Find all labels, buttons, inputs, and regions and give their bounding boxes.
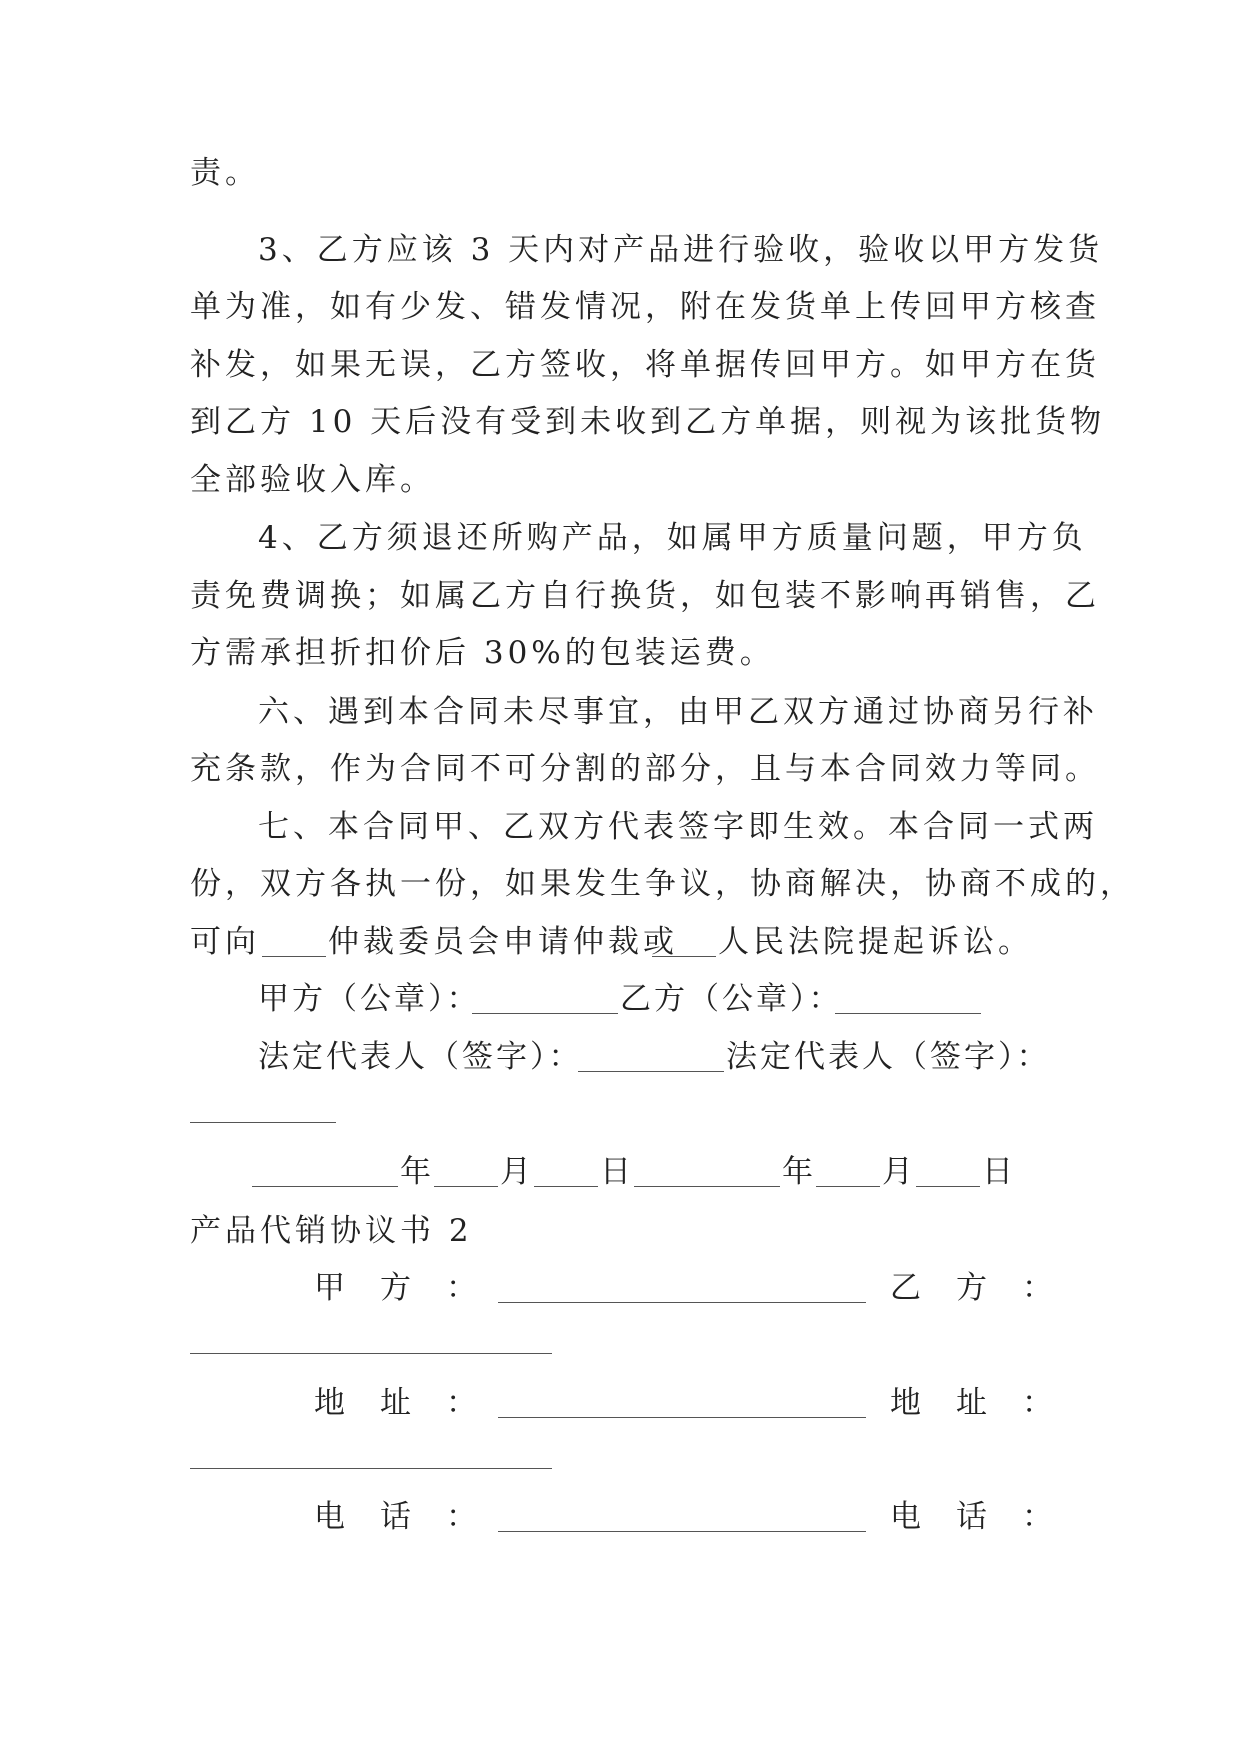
- rep-a-blank: [578, 1035, 724, 1072]
- arbitration-text-2: 仲裁委员会申请仲裁或: [328, 924, 678, 960]
- date-b-year-blank: [634, 1150, 780, 1187]
- seal-line: [190, 979, 1050, 1019]
- party-b-blank: [190, 1353, 552, 1354]
- arbitration-blank-1: [262, 920, 326, 957]
- date-b-month: 月: [882, 1154, 913, 1190]
- date-a-month-blank: [434, 1150, 498, 1187]
- form-address-row: [190, 1383, 1055, 1423]
- arbitration-line: [190, 922, 1050, 962]
- date-a-day-blank: [534, 1150, 598, 1187]
- clause-6-line-1: 六、遇到本合同未尽事宜，由甲乙双方通过协商另行补: [258, 694, 1098, 730]
- arbitration-text-1: 可向: [190, 924, 260, 960]
- date-a-year: 年: [400, 1154, 431, 1190]
- clause-6-line-2: 充条款，作为合同不可分割的部分，且与本合同效力等同。: [190, 751, 1100, 787]
- date-a-day: 日: [600, 1154, 631, 1190]
- clause-3-line-4: 到乙方 10 天后没有受到未收到乙方单据，则视为该批货物: [190, 404, 1106, 440]
- date-a-year-blank: [252, 1150, 398, 1187]
- phone-b-label: 电 话 ：: [890, 1499, 1055, 1535]
- clause-3-line-1: 3、乙方应该 3 天内对产品进行验收，验收以甲方发货: [258, 232, 1104, 268]
- clause-3-line-5: 全部验收入库。: [190, 462, 435, 498]
- arbitration-text-3: 人民法院提起诉讼。: [718, 924, 1033, 960]
- form-phone-row: [190, 1497, 1055, 1537]
- party-b-label: 乙 方 ：: [890, 1270, 1055, 1306]
- date-b-year: 年: [782, 1154, 813, 1190]
- phone-a-label: 电 话 ：: [314, 1499, 479, 1535]
- party-a-seal-label: 甲方（公章）：: [258, 981, 481, 1017]
- address-b-label: 地 址 ：: [890, 1385, 1055, 1421]
- date-b-month-blank: [816, 1150, 880, 1187]
- address-a-blank: [498, 1381, 866, 1418]
- party-b-seal-label: 乙方（公章）：: [620, 981, 843, 1017]
- clause-3-line-2: 单为准，如有少发、错发情况，附在发货单上传回甲方核查: [190, 289, 1100, 325]
- date-b-day: 日: [982, 1154, 1013, 1190]
- phone-a-blank: [498, 1495, 866, 1532]
- address-a-label: 地 址 ：: [314, 1385, 479, 1421]
- representative-line: [190, 1037, 1050, 1077]
- clause-3-line-3: 补发，如果无误，乙方签收，将单据传回甲方。如甲方在货: [190, 347, 1100, 383]
- clause-4-line-3: 方需承担折扣价后 30%的包装运费。: [190, 635, 775, 671]
- party-a-label: 甲 方 ：: [314, 1270, 479, 1306]
- rep-b-label: 法定代表人（签字）：: [726, 1039, 1051, 1075]
- line-1: 责。: [190, 155, 260, 191]
- clause-4-line-2: 责免费调换；如属乙方自行换货，如包装不影响再销售，乙: [190, 578, 1100, 614]
- form-party-row: [190, 1268, 1055, 1308]
- clause-7-line-2: 份，双方各执一份，如果发生争议，协商解决，协商不成的，: [190, 866, 1135, 902]
- date-line: [190, 1152, 1050, 1192]
- party-a-seal-blank: [472, 977, 618, 1014]
- second-agreement-title: 产品代销协议书 2: [190, 1213, 473, 1249]
- party-a-blank: [498, 1266, 866, 1303]
- date-a-month: 月: [500, 1154, 531, 1190]
- rep-b-blank: [190, 1122, 336, 1123]
- clause-7-line-1: 七、本合同甲、乙双方代表签字即生效。本合同一式两: [258, 809, 1098, 845]
- arbitration-blank-2: [652, 920, 716, 957]
- address-b-blank: [190, 1468, 552, 1469]
- party-b-seal-blank: [835, 977, 981, 1014]
- rep-a-label: 法定代表人（签字）：: [258, 1039, 583, 1075]
- clause-4-line-1: 4、乙方须退还所购产品，如属甲方质量问题，甲方负: [258, 520, 1087, 556]
- date-b-day-blank: [916, 1150, 980, 1187]
